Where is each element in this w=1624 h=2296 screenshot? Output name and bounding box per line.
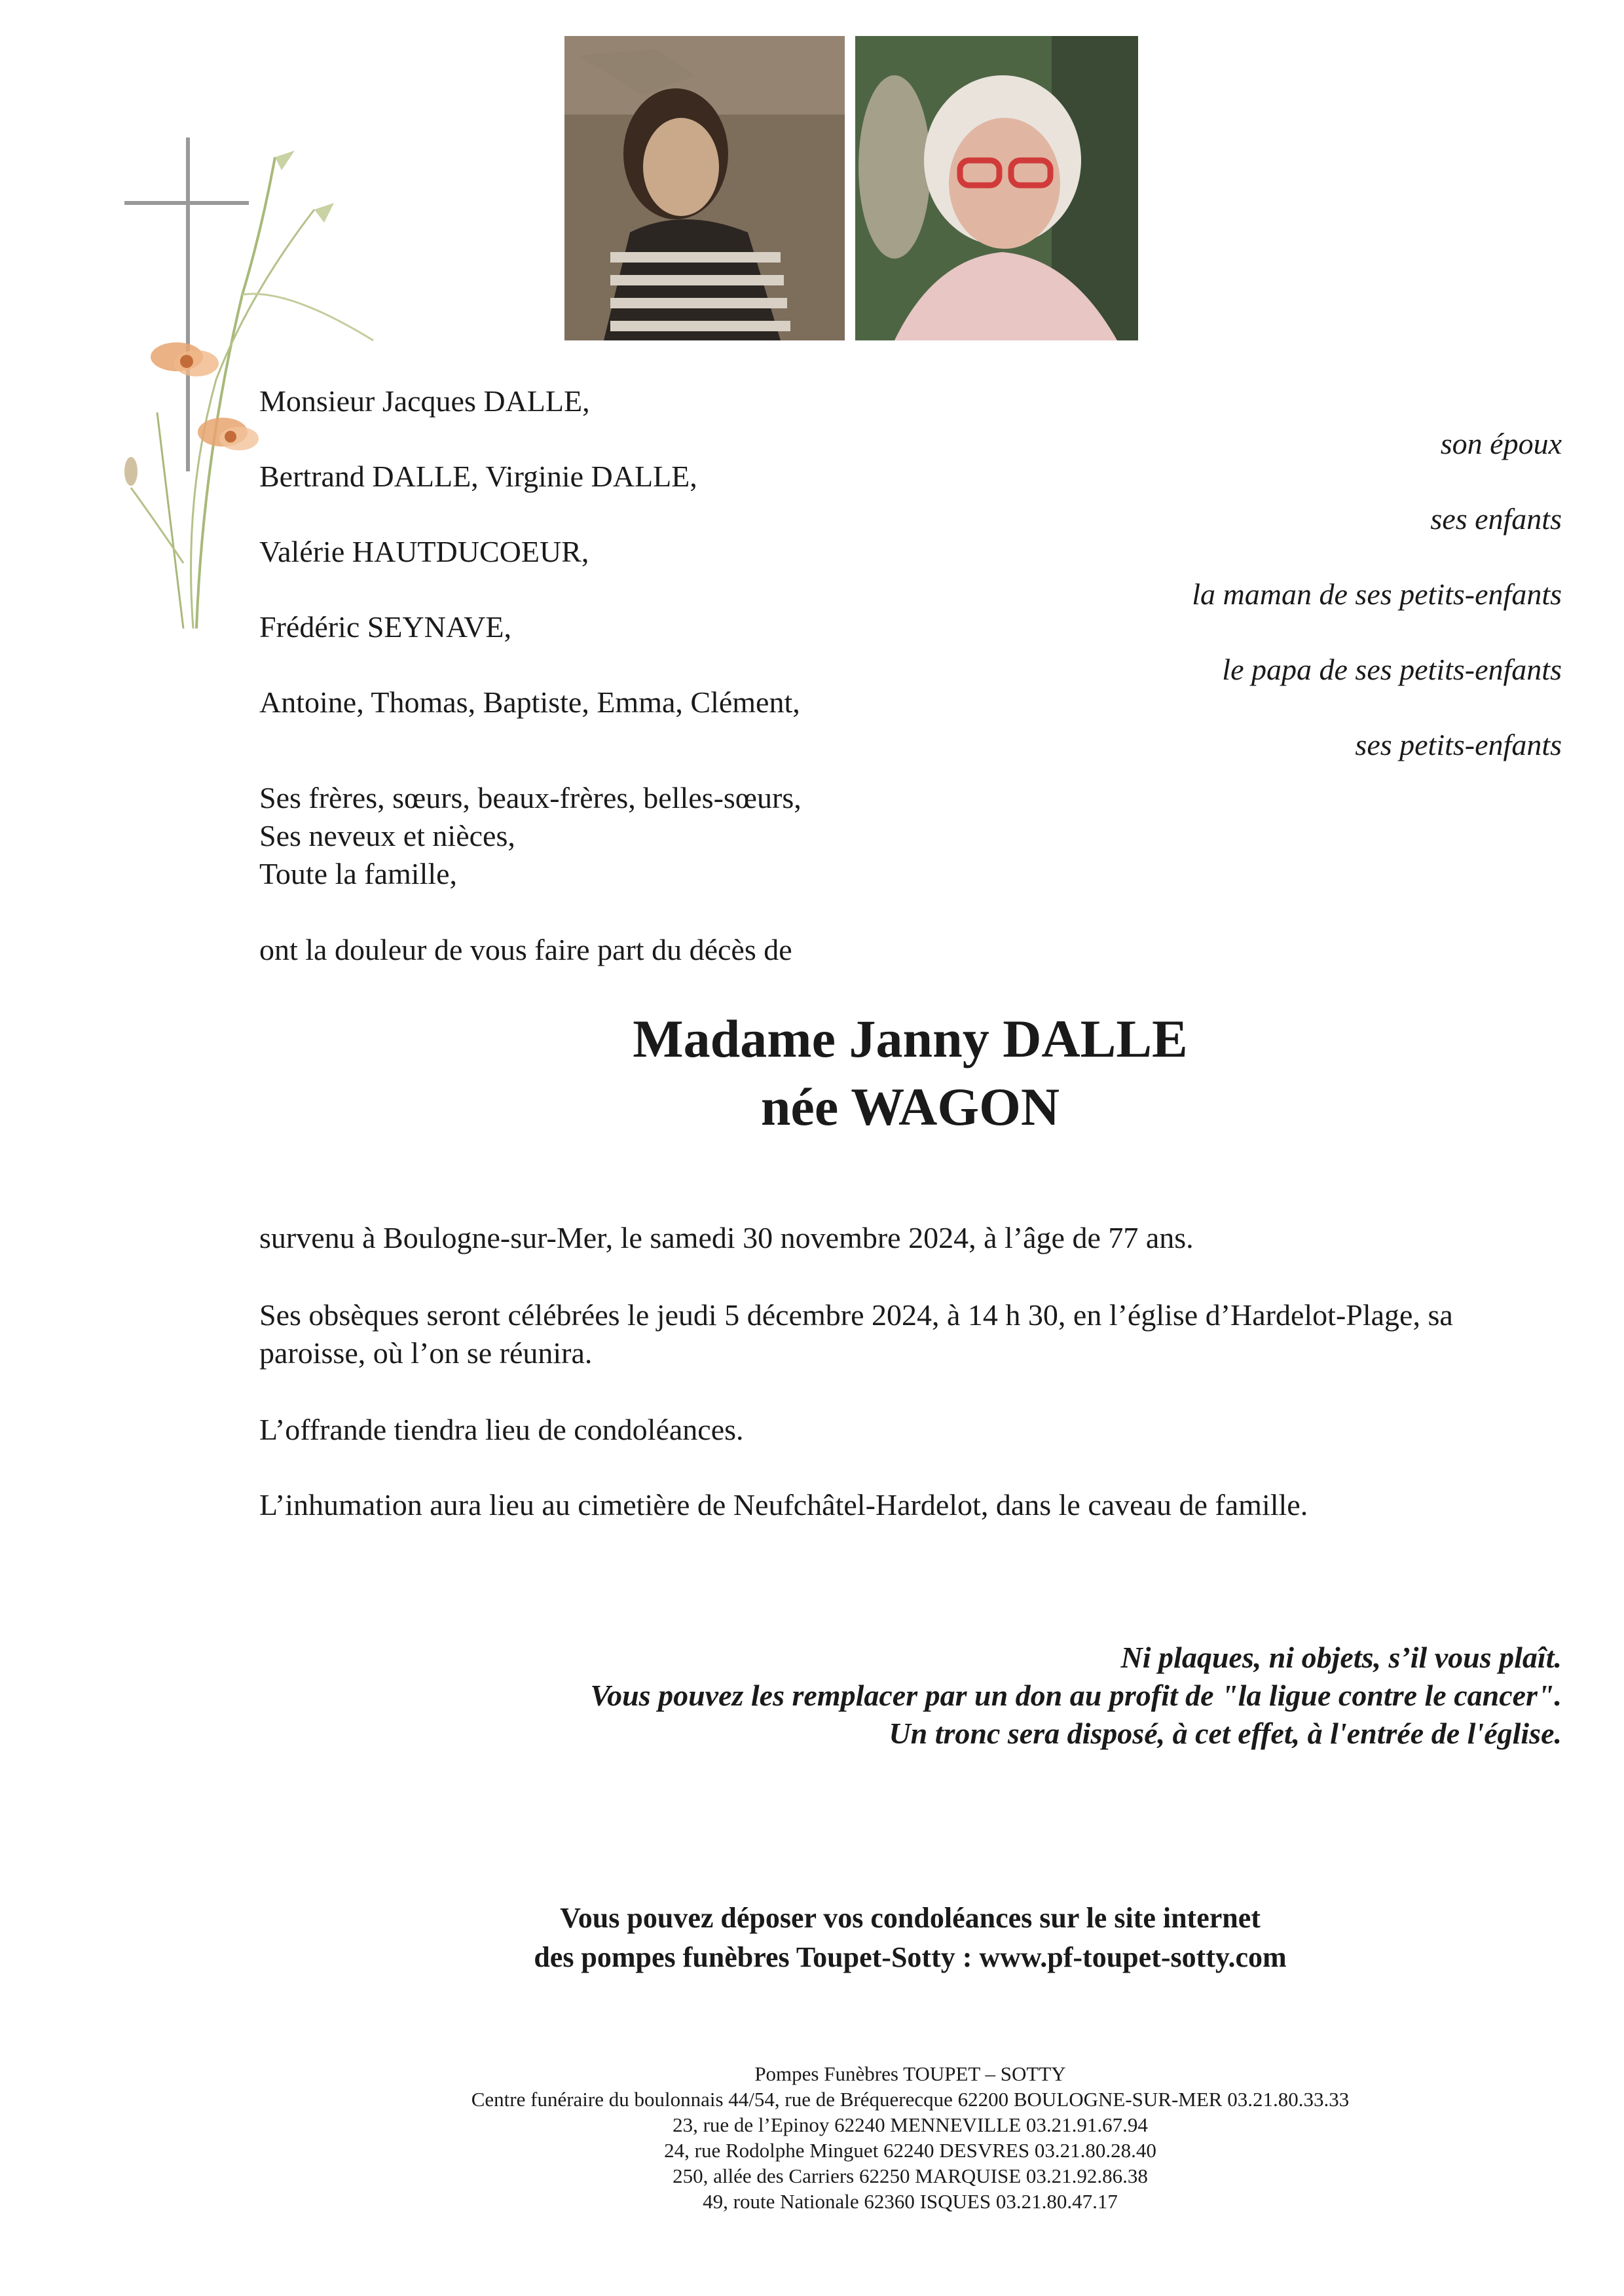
detail-offering: L’offrande tiendra lieu de condoléances. bbox=[259, 1413, 744, 1446]
family-line-children: Bertrand DALLE, Virginie DALLE, bbox=[259, 460, 697, 493]
family-line-father-grandchildren: Frédéric SEYNAVE, bbox=[259, 610, 511, 644]
relation-mother-grandchildren: la maman de ses petits-enfants bbox=[1192, 577, 1562, 611]
portrait-older-drawing bbox=[855, 36, 1138, 340]
photo-portrait-older bbox=[855, 36, 1138, 340]
footer-company: Pompes Funèbres TOUPET – SOTTY bbox=[754, 2062, 1066, 2085]
detail-funeral: Ses obsèques seront célébrées le jeudi 5 décembre 2024, à 14 h 30, en l’église d’Hardelot-Plage, sa paroisse, où l’on se réunira. bbox=[259, 1298, 1453, 1370]
footer-address-boulogne: Centre funéraire du boulonnais 44/54, rue de Bréquerecque 62200 BOULOGNE-SUR-MER 03.21.80.33.33 bbox=[471, 2088, 1350, 2111]
notice-line-1: Ni plaques, ni objets, s’il vous plaît. bbox=[1120, 1641, 1562, 1674]
notice-block bbox=[591, 1639, 1562, 1753]
detail-burial: L’inhumation aura lieu au cimetière de Neufchâtel-Hardelot, dans le caveau de famille. bbox=[259, 1488, 1308, 1522]
portrait-young-drawing bbox=[564, 36, 845, 340]
footer-address-marquise: 250, allée des Carriers 62250 MARQUISE 03.21.92.86.38 bbox=[673, 2164, 1148, 2187]
extended-line-family: Toute la famille, bbox=[259, 857, 458, 890]
extended-line-siblings: Ses frères, sœurs, beaux-frères, belles-sœurs, bbox=[259, 781, 802, 814]
family-line-husband: Monsieur Jacques DALLE, bbox=[259, 384, 590, 418]
footer-address-menneville: 23, rue de l’Epinoy 62240 MENNEVILLE 03.21.91.67.94 bbox=[673, 2113, 1148, 2136]
family-line-mother-grandchildren: Valérie HAUTDUCOEUR, bbox=[259, 535, 589, 568]
deceased-name-block bbox=[0, 1005, 1624, 1141]
announcement-text: ont la douleur de vous faire part du décès de bbox=[259, 933, 792, 966]
detail-death: survenu à Boulogne-sur-Mer, le samedi 30 novembre 2024, à l’âge de 77 ans. bbox=[259, 1221, 1194, 1254]
relation-children: ses enfants bbox=[1430, 502, 1562, 536]
deceased-maiden-name: née WAGON bbox=[760, 1077, 1060, 1137]
condolences-line-1: Vous pouvez déposer vos condoléances sur le site internet bbox=[560, 1902, 1261, 1934]
extended-line-nephews: Ses neveux et nièces, bbox=[259, 819, 515, 852]
relation-husband: son époux bbox=[1440, 427, 1562, 460]
deceased-name: Madame Janny DALLE bbox=[633, 1009, 1188, 1068]
condolences-line-2[interactable]: des pompes funèbres Toupet-Sotty : www.pf-toupet-sotty.com bbox=[534, 1941, 1287, 1973]
family-line-grandchildren: Antoine, Thomas, Baptiste, Emma, Clément, bbox=[259, 685, 800, 719]
notice-line-2: Vous pouvez les remplacer par un don au profit de "la ligue contre le cancer". bbox=[590, 1679, 1562, 1712]
relation-grandchildren: ses petits-enfants bbox=[1355, 728, 1562, 761]
flower-1 bbox=[151, 342, 219, 376]
condolences-block bbox=[0, 1899, 1624, 1977]
extended-family bbox=[259, 779, 802, 893]
funeral-home-footer bbox=[0, 2061, 1624, 2214]
photo-portrait-young bbox=[564, 36, 845, 340]
footer-address-isques: 49, route Nationale 62360 ISQUES 03.21.80.47.17 bbox=[703, 2190, 1118, 2213]
flower-2 bbox=[198, 418, 259, 450]
footer-address-desvres: 24, rue Rodolphe Minguet 62240 DESVRES 03.21.80.28.40 bbox=[664, 2139, 1156, 2162]
relation-father-grandchildren: le papa de ses petits-enfants bbox=[1222, 653, 1562, 686]
notice-line-3: Un tronc sera disposé, à cet effet, à l'entrée de l'église. bbox=[889, 1717, 1562, 1750]
